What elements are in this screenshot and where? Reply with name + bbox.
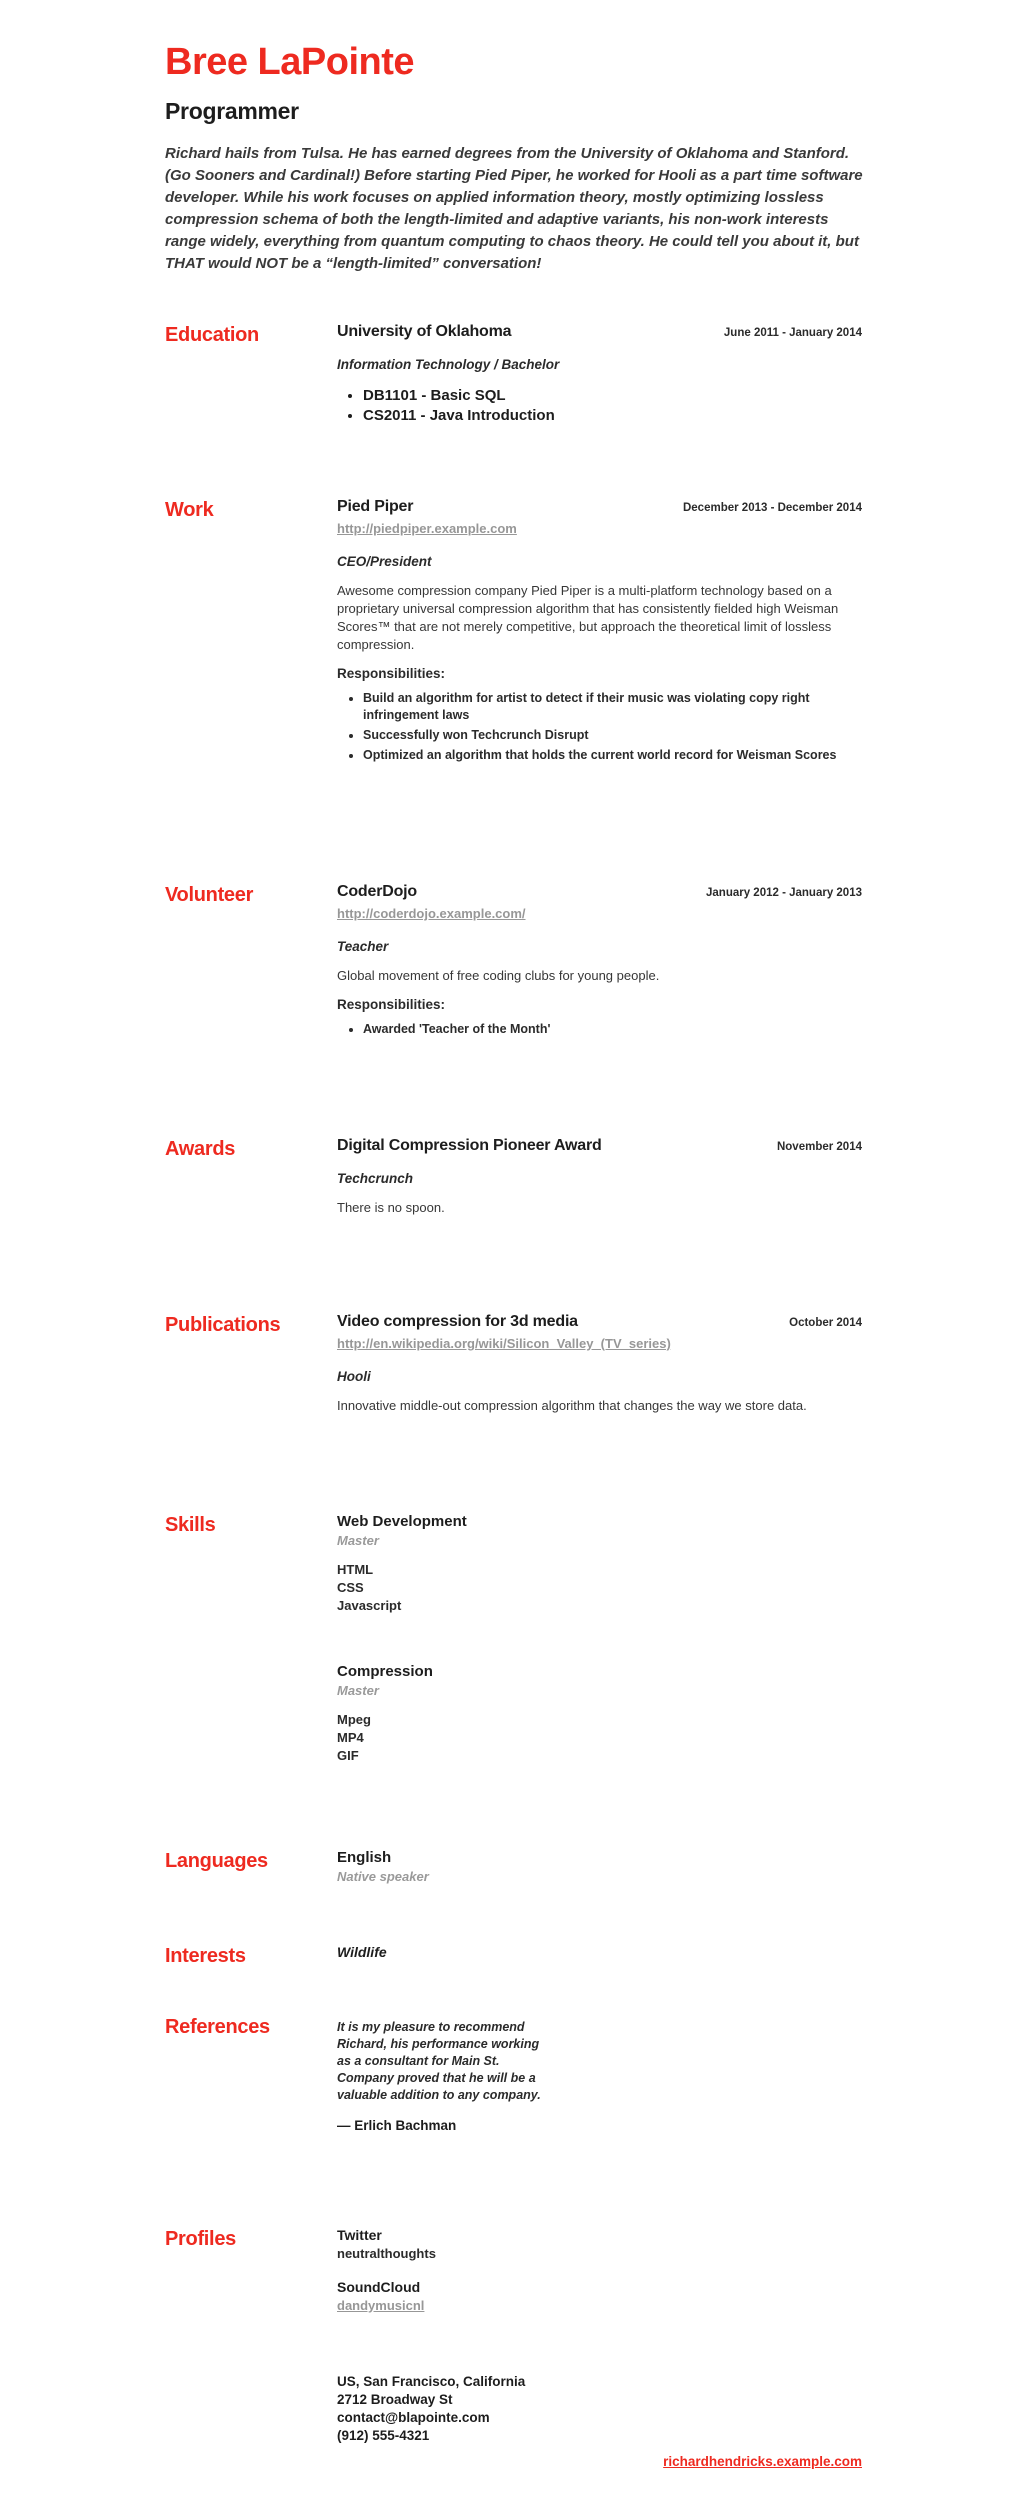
skill-name: Compression — [337, 1662, 433, 1680]
award-title: Digital Compression Pioneer Award — [337, 1136, 602, 1154]
skill-level: Master — [337, 1682, 379, 1698]
organization-url-link[interactable]: http://coderdojo.example.com/ — [337, 905, 526, 921]
company-name: Pied Piper — [337, 497, 414, 515]
section-heading-languages: Languages — [165, 1849, 268, 1872]
language-name: English — [337, 1848, 392, 1866]
organization-name: CoderDojo — [337, 882, 417, 900]
skill-keyword: MP4 — [337, 1729, 364, 1745]
work-highlights — [337, 690, 862, 764]
section-heading-publications: Publications — [165, 1313, 281, 1336]
highlight-item: • Optimized an algorithm that holds the current world record for Weisman Scores — [363, 747, 862, 764]
interest-name: Wildlife — [337, 1943, 387, 1960]
section-references — [165, 2015, 862, 2133]
profile-item — [337, 2279, 862, 2315]
publication-summary: Innovative middle-out compression algorithm that changes the way we store data. — [337, 1397, 807, 1413]
course-item: • DB1101 - Basic SQL — [363, 386, 862, 406]
skill-keywords — [337, 1711, 862, 1765]
resume-page — [165, 42, 862, 2471]
footer — [165, 2453, 862, 2471]
work-summary: Awesome compression company Pied Piper is a multi-platform technology based on a proprietary universal compression algorithm that has consistently fielded high Weisman Scores™ that are not merely competitive, but approach the theoretical limit of lossless compression. — [337, 582, 839, 652]
skill-keyword: HTML — [337, 1561, 374, 1577]
course-item: • CS2011 - Java Introduction — [363, 406, 862, 426]
skill-level: Master — [337, 1532, 379, 1548]
resume-name: Bree LaPointe — [165, 41, 415, 83]
contact-address: 2712 Broadway St — [337, 2391, 453, 2407]
course-list — [337, 386, 862, 426]
section-heading-profiles: Profiles — [165, 2227, 236, 2250]
award-summary: There is no spoon. — [337, 1199, 445, 1215]
skill-keyword: GIF — [337, 1747, 359, 1763]
skill-group — [337, 1513, 862, 1615]
contact-phone: (912) 555-4321 — [337, 2427, 430, 2443]
skill-group — [337, 1663, 862, 1765]
contact-email: contact@blapointe.com — [337, 2409, 490, 2425]
skill-keyword: Mpeg — [337, 1711, 371, 1727]
highlight-item: • Awarded 'Teacher of the Month' — [363, 1021, 862, 1038]
responsibilities-label: Responsibilities: — [337, 665, 446, 681]
publication-url-link[interactable]: http://en.wikipedia.org/wiki/Silicon_Valley_(TV_series) — [337, 1335, 671, 1351]
section-skills — [165, 1513, 862, 1765]
work-dates: December 2013 - December 2014 — [682, 501, 862, 514]
section-publications — [165, 1313, 862, 1415]
section-heading-skills: Skills — [165, 1513, 216, 1536]
section-work — [165, 498, 862, 767]
company-url-link[interactable]: http://piedpiper.example.com — [337, 520, 517, 536]
profile-username-link[interactable]: dandymusicnl — [337, 2297, 425, 2313]
section-contact — [165, 2373, 862, 2445]
responsibilities-label: Responsibilities: — [337, 996, 446, 1012]
section-interests — [165, 1944, 862, 1967]
publisher-name: Hooli — [337, 1368, 371, 1384]
section-heading-volunteer: Volunteer — [165, 883, 254, 906]
highlight-item: • Build an algorithm for artist to detect if their music was violating copy right infringement laws — [363, 690, 862, 724]
section-education — [165, 323, 862, 426]
publication-title: Video compression for 3d media — [337, 1312, 578, 1330]
section-languages — [165, 1849, 862, 1884]
awarder-name: Techcrunch — [337, 1170, 414, 1186]
section-heading-references: References — [165, 2015, 270, 2038]
reference-quote: It is my pleasure to recommend Richard, his performance working as a consultant for Main St. Company proved that he will be a valuable addition to any company. — [337, 2019, 541, 2102]
section-awards — [165, 1137, 862, 1217]
education-dates: June 2011 - January 2014 — [723, 326, 862, 339]
volunteer-position-title: Teacher — [337, 938, 389, 954]
job-title: Programmer — [165, 97, 299, 124]
institution-name: University of Oklahoma — [337, 322, 512, 340]
award-date: November 2014 — [776, 1140, 862, 1153]
section-heading-awards: Awards — [165, 1137, 236, 1160]
profile-username: neutralthoughts — [337, 2245, 436, 2261]
contact-location: US, San Francisco, California — [337, 2373, 526, 2389]
section-heading-work: Work — [165, 498, 214, 521]
profile-item — [337, 2227, 862, 2261]
skill-keywords — [337, 1561, 862, 1615]
section-heading-interests: Interests — [165, 1944, 246, 1967]
publication-date: October 2014 — [789, 1316, 862, 1329]
profile-network: Twitter — [337, 2226, 382, 2243]
language-fluency: Native speaker — [337, 1868, 429, 1884]
contact-spacer — [165, 2373, 337, 2374]
highlight-item: • Successfully won Techcrunch Disrupt — [363, 727, 862, 744]
contact-block — [337, 2373, 862, 2445]
degree-line: Information Technology / Bachelor — [337, 356, 560, 372]
section-profiles — [165, 2227, 862, 2315]
volunteer-dates: January 2012 - January 2013 — [706, 886, 862, 899]
volunteer-summary: Global movement of free coding clubs for young people. — [337, 967, 660, 983]
skill-keyword: Javascript — [337, 1597, 402, 1613]
position-title: CEO/President — [337, 553, 432, 569]
summary-text: Richard hails from Tulsa. He has earned degrees from the University of Oklahoma and Stanford. (Go Sooners and Cardinal!) Before starting Pied Piper, he worked for Hooli as a part time software developer. While his work focuses on applied information theory, mostly optimizing lossless compression schema of both the length-limited and adaptive variants, his non-work interests range widely, everything from quantum computing to chaos theory. He could tell you about it, but THAT would NOT be a “length-limited” conversation! — [165, 144, 863, 272]
skill-keyword: CSS — [337, 1579, 364, 1595]
section-heading-education: Education — [165, 323, 259, 346]
website-link[interactable]: richardhendricks.example.com — [663, 2453, 862, 2469]
volunteer-highlights — [337, 1021, 862, 1038]
reference-name: — Erlich Bachman — [337, 2117, 457, 2133]
skill-name: Web Development — [337, 1512, 467, 1530]
section-volunteer — [165, 883, 862, 1041]
profile-network: SoundCloud — [337, 2278, 421, 2295]
